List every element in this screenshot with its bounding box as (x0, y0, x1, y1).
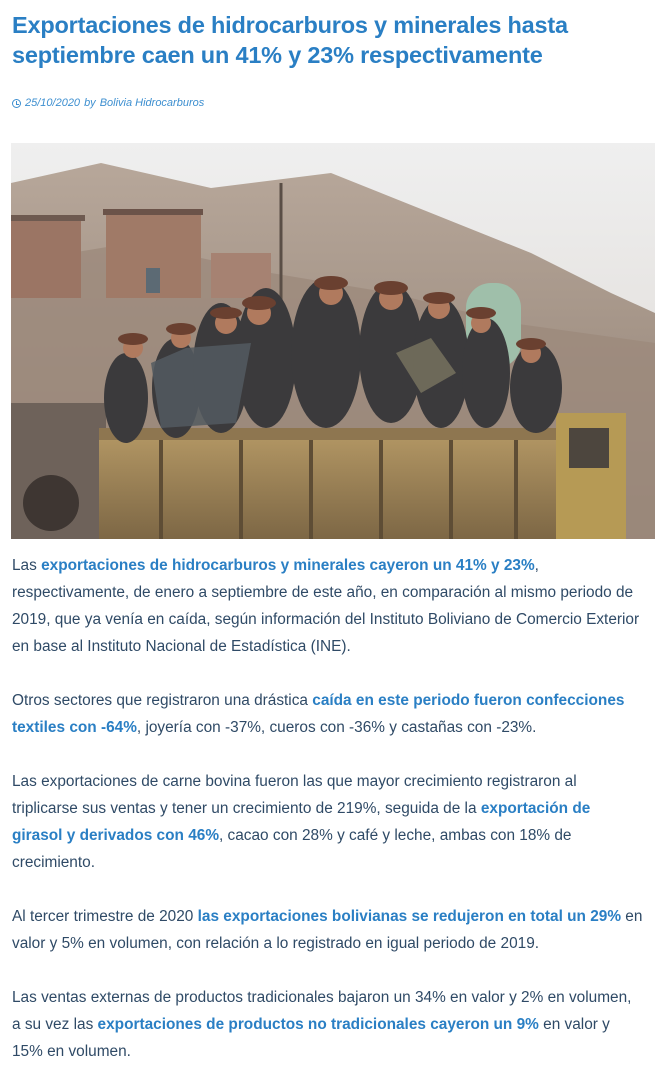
paragraph (12, 552, 644, 660)
paragraph (12, 984, 644, 1065)
post-date: 25/10/2020 (25, 97, 81, 109)
body-text-run: , cacao con 28% y café y leche, ambas con 18% de crecimiento. (12, 827, 572, 871)
body-text-run: , respectivamente, de enero a septiembre de este año, en comparación al mismo periodo de 2019, que ya venía en caída, según información del Instituto Boliviano de Comercio Exterior en base al Instituto Nacional de Estadística (INE). (12, 557, 640, 655)
body-text-run: , joyería con -37%, cueros con -36% y castañas con -23%. (136, 719, 537, 736)
body-text-run: Al tercer trimestre de 2020 (12, 908, 198, 925)
emphasis-text: exportación de girasol y derivados con 46% (12, 800, 591, 844)
post-author[interactable]: Bolivia Hidrocarburos (99, 97, 205, 109)
emphasis-text: exportaciones de productos no tradicionales cayeron un 9% (97, 1016, 539, 1033)
paragraph (12, 768, 644, 876)
emphasis-text: exportaciones de hidrocarburos y minerales cayeron un 41% y 23% (41, 557, 535, 574)
body-text-run: en valor y 15% en volumen. (12, 1016, 610, 1060)
emphasis-text: caída en este periodo fueron confecciones textiles con -64% (12, 692, 625, 736)
body-text-run: en valor y 5% en volumen, con relación a lo registrado en igual periodo de 2019. (12, 908, 643, 952)
article-title[interactable]: Exportaciones de hidrocarburos y minerales hasta septiembre caen un 41% y 23% respectivamente (12, 12, 568, 68)
featured-image (11, 143, 655, 539)
paragraph (12, 903, 644, 957)
body-text-run: Las (12, 557, 42, 574)
emphasis-text: las exportaciones bolivianas se redujeron en total un 29% (197, 908, 622, 925)
body-text-run: Las ventas externas de productos tradicionales bajaron un 34% en valor y 2% en volumen, a su vez las (12, 989, 632, 1033)
body-text-run: Otros sectores que registraron una drástica (12, 692, 313, 709)
article-body (12, 552, 644, 1092)
body-text-run: Las exportaciones de carne bovina fueron las que mayor crecimiento registraron al triplicarse sus ventas y tener un crecimiento de 219%, seguida de la (12, 773, 577, 817)
paragraph (12, 687, 644, 741)
clock-icon (12, 99, 21, 108)
post-meta (12, 97, 204, 109)
post-by: by (84, 97, 96, 109)
